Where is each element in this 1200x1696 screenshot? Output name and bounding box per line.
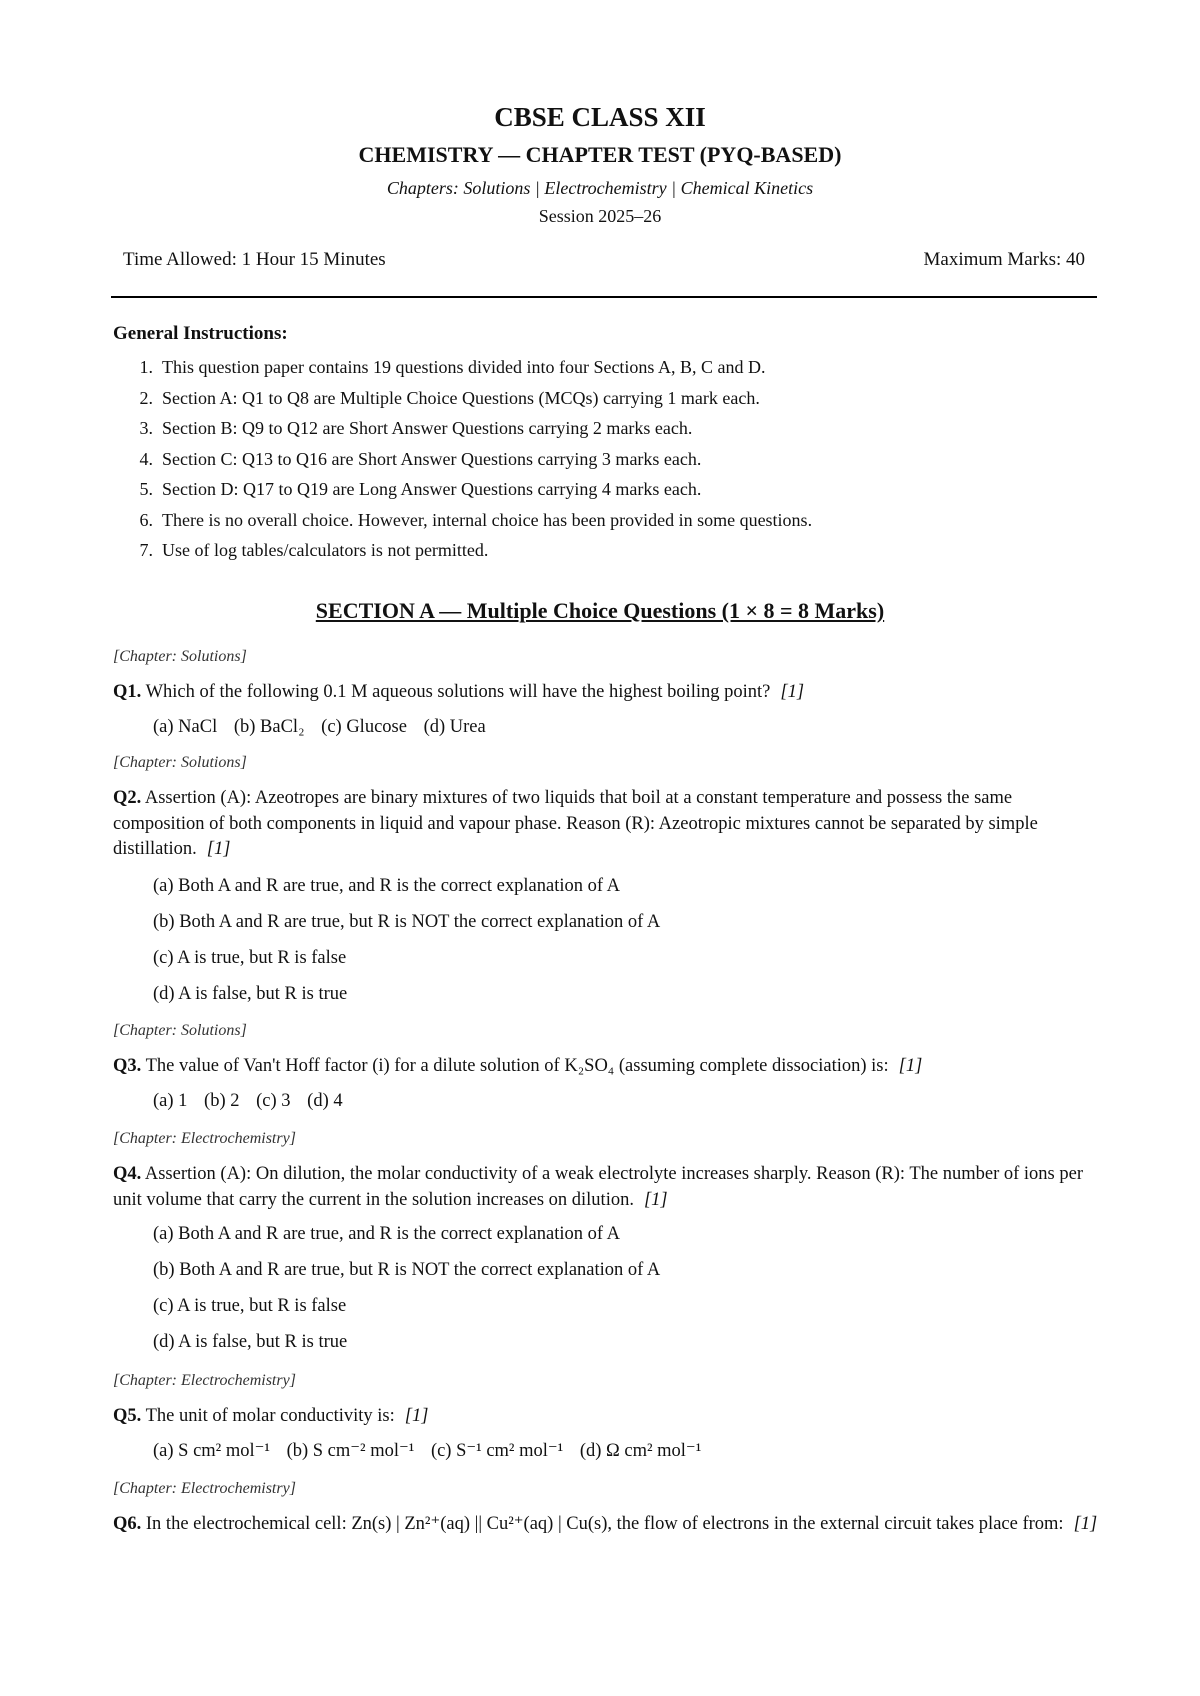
instruction-item (113, 444, 1093, 475)
option-d: (d) 4 (307, 1090, 343, 1111)
question-number: Q2. (113, 788, 142, 808)
option-b: (b) S cm⁻² mol⁻¹ (286, 1440, 415, 1461)
question-text: Assertion (A): Azeotropes are binary mixtures of two liquids that boil at a constant temperature and possess the same composition of both components in liquid and vapour phase. Reason (R): Azeotropic mixtures cannot be separated by simple distillation. (113, 788, 1038, 859)
question-text: Which of the following 0.1 M aqueous solutions will have the highest boiling point? (145, 682, 771, 702)
question-text: The unit of molar conductivity is: (145, 1406, 395, 1426)
question-text: Assertion (A): On dilution, the molar conductivity of a weak electrolyte increases sharply. Reason (R): The number of ions per unit volume that carry the current in the solution increases on dilution. (113, 1164, 1083, 1210)
question-text-line (113, 786, 1103, 863)
option-b: (b) 2 (204, 1090, 240, 1111)
general-instructions (113, 322, 1093, 566)
chapter-tag: [Chapter: Electrochemistry] (113, 1372, 296, 1389)
question-mark: [1] (404, 1406, 429, 1426)
option-d: (d) Urea (423, 716, 486, 737)
question-mark: [1] (1073, 1514, 1098, 1534)
instruction-text: Section C: Q13 to Q16 are Short Answer Questions carrying 3 marks each. (162, 448, 702, 469)
paper-header (0, 100, 1200, 228)
question-number: Q6. (113, 1514, 142, 1534)
option-c: (c) Glucose (321, 716, 407, 737)
question-q4 (113, 1128, 1103, 1355)
options-row (113, 1088, 1103, 1114)
maximum-marks: Maximum Marks: 40 (923, 249, 1085, 270)
option-d: (d) Ω cm² mol⁻¹ (579, 1440, 702, 1461)
question-text-line (113, 1054, 1103, 1080)
options-row (113, 1438, 1103, 1464)
option-a: (a) 1 (153, 1090, 188, 1111)
option-b: (b) BaCl₂ (233, 716, 305, 737)
chapter-tag: [Chapter: Electrochemistry] (113, 1130, 296, 1147)
option-b: (b) Both A and R are true, but R is NOT the correct explanation of A (153, 911, 661, 932)
instructions-heading: General Instructions: (113, 323, 288, 344)
question-text-line (113, 1404, 1103, 1430)
instruction-number: 5. (139, 479, 153, 499)
instruction-number: 7. (139, 540, 153, 560)
instructions-list (113, 352, 1093, 566)
option-c: (c) 3 (256, 1090, 291, 1111)
paper-subtitle: CHEMISTRY — CHAPTER TEST (PYQ-BASED) (358, 142, 842, 167)
instruction-text: Section A: Q1 to Q8 are Multiple Choice Questions (MCQs) carrying 1 mark each. (162, 387, 760, 408)
question-text-line (113, 1162, 1103, 1213)
option-a: (a) Both A and R are true, and R is the correct explanation of A (153, 1224, 620, 1244)
header-divider (111, 296, 1097, 298)
option-c: (c) A is true, but R is false (153, 947, 347, 968)
chapter-tag: [Chapter: Solutions] (113, 754, 247, 771)
paper-meta-row (123, 249, 1085, 271)
question-mark: [1] (643, 1189, 668, 1210)
options-row (113, 714, 1103, 740)
time-allowed: Time Allowed: 1 Hour 15 Minutes (123, 249, 386, 270)
question-number: Q4. (113, 1164, 142, 1184)
option-a: (a) NaCl (153, 716, 218, 737)
instruction-number: 6. (139, 509, 153, 530)
question-q3 (113, 1020, 1103, 1114)
option-d: (d) A is false, but R is true (153, 1332, 348, 1352)
chapter-tag: [Chapter: Solutions] (113, 1022, 247, 1039)
question-text-line (113, 1512, 1103, 1538)
session-line: Session 2025–26 (538, 206, 662, 226)
instruction-text: There is no overall choice. However, internal choice has been provided in some questions. (162, 509, 813, 530)
option-c: (c) A is true, but R is false (153, 1296, 347, 1316)
instruction-number: 2. (139, 387, 153, 408)
paper-title: CBSE CLASS XII (494, 102, 706, 132)
instruction-number: 1. (139, 357, 153, 377)
instruction-item (113, 474, 1093, 505)
instruction-item (113, 535, 1093, 566)
instruction-number: 4. (139, 448, 153, 469)
chapter-tag: [Chapter: Electrochemistry] (113, 1480, 296, 1497)
question-number: Q1. (113, 682, 142, 702)
option-b: (b) Both A and R are true, but R is NOT the correct explanation of A (153, 1260, 661, 1280)
instruction-item (113, 383, 1093, 414)
question-text: The value of Van't Hoff factor (i) for a dilute solution of K₂SO₄ (assuming complete dissociation) is: (145, 1056, 889, 1076)
question-q6 (113, 1478, 1103, 1538)
option-d: (d) A is false, but R is true (153, 983, 348, 1004)
section-a-heading: SECTION A — Multiple Choice Questions (1 × 8 = 8 Marks) (315, 598, 885, 623)
question-mark: [1] (898, 1056, 923, 1076)
instruction-text: This question paper contains 19 questions divided into four Sections A, B, C and D. (162, 357, 766, 377)
instruction-number: 3. (139, 418, 153, 438)
question-number: Q5. (113, 1406, 142, 1426)
question-mark: [1] (206, 839, 231, 859)
instruction-text: Section B: Q9 to Q12 are Short Answer Questions carrying 2 marks each. (162, 418, 693, 438)
chapter-tag: [Chapter: Solutions] (113, 648, 247, 665)
question-q2 (113, 752, 1103, 1007)
instruction-item (113, 352, 1093, 383)
instruction-item (113, 505, 1093, 536)
option-c: (c) S⁻¹ cm² mol⁻¹ (430, 1440, 564, 1461)
option-a: (a) Both A and R are true, and R is the correct explanation of A (153, 875, 620, 896)
question-number: Q3. (113, 1056, 142, 1076)
instruction-text: Use of log tables/calculators is not permitted. (162, 540, 489, 560)
question-q1 (113, 646, 1103, 740)
question-text: In the electrochemical cell: Zn(s) | Zn²⁺(aq) || Cu²⁺(aq) | Cu(s), the flow of electrons in the external circuit takes place from: (145, 1514, 1064, 1534)
instruction-text: Section D: Q17 to Q19 are Long Answer Questions carrying 4 marks each. (162, 479, 702, 499)
question-mark: [1] (780, 682, 805, 702)
chapters-line: Chapters: Solutions | Electrochemistry | Chemical Kinetics (386, 178, 814, 198)
instruction-item (113, 413, 1093, 444)
option-a: (a) S cm² mol⁻¹ (153, 1440, 270, 1461)
question-q5 (113, 1370, 1103, 1464)
question-text-line (113, 680, 1103, 706)
